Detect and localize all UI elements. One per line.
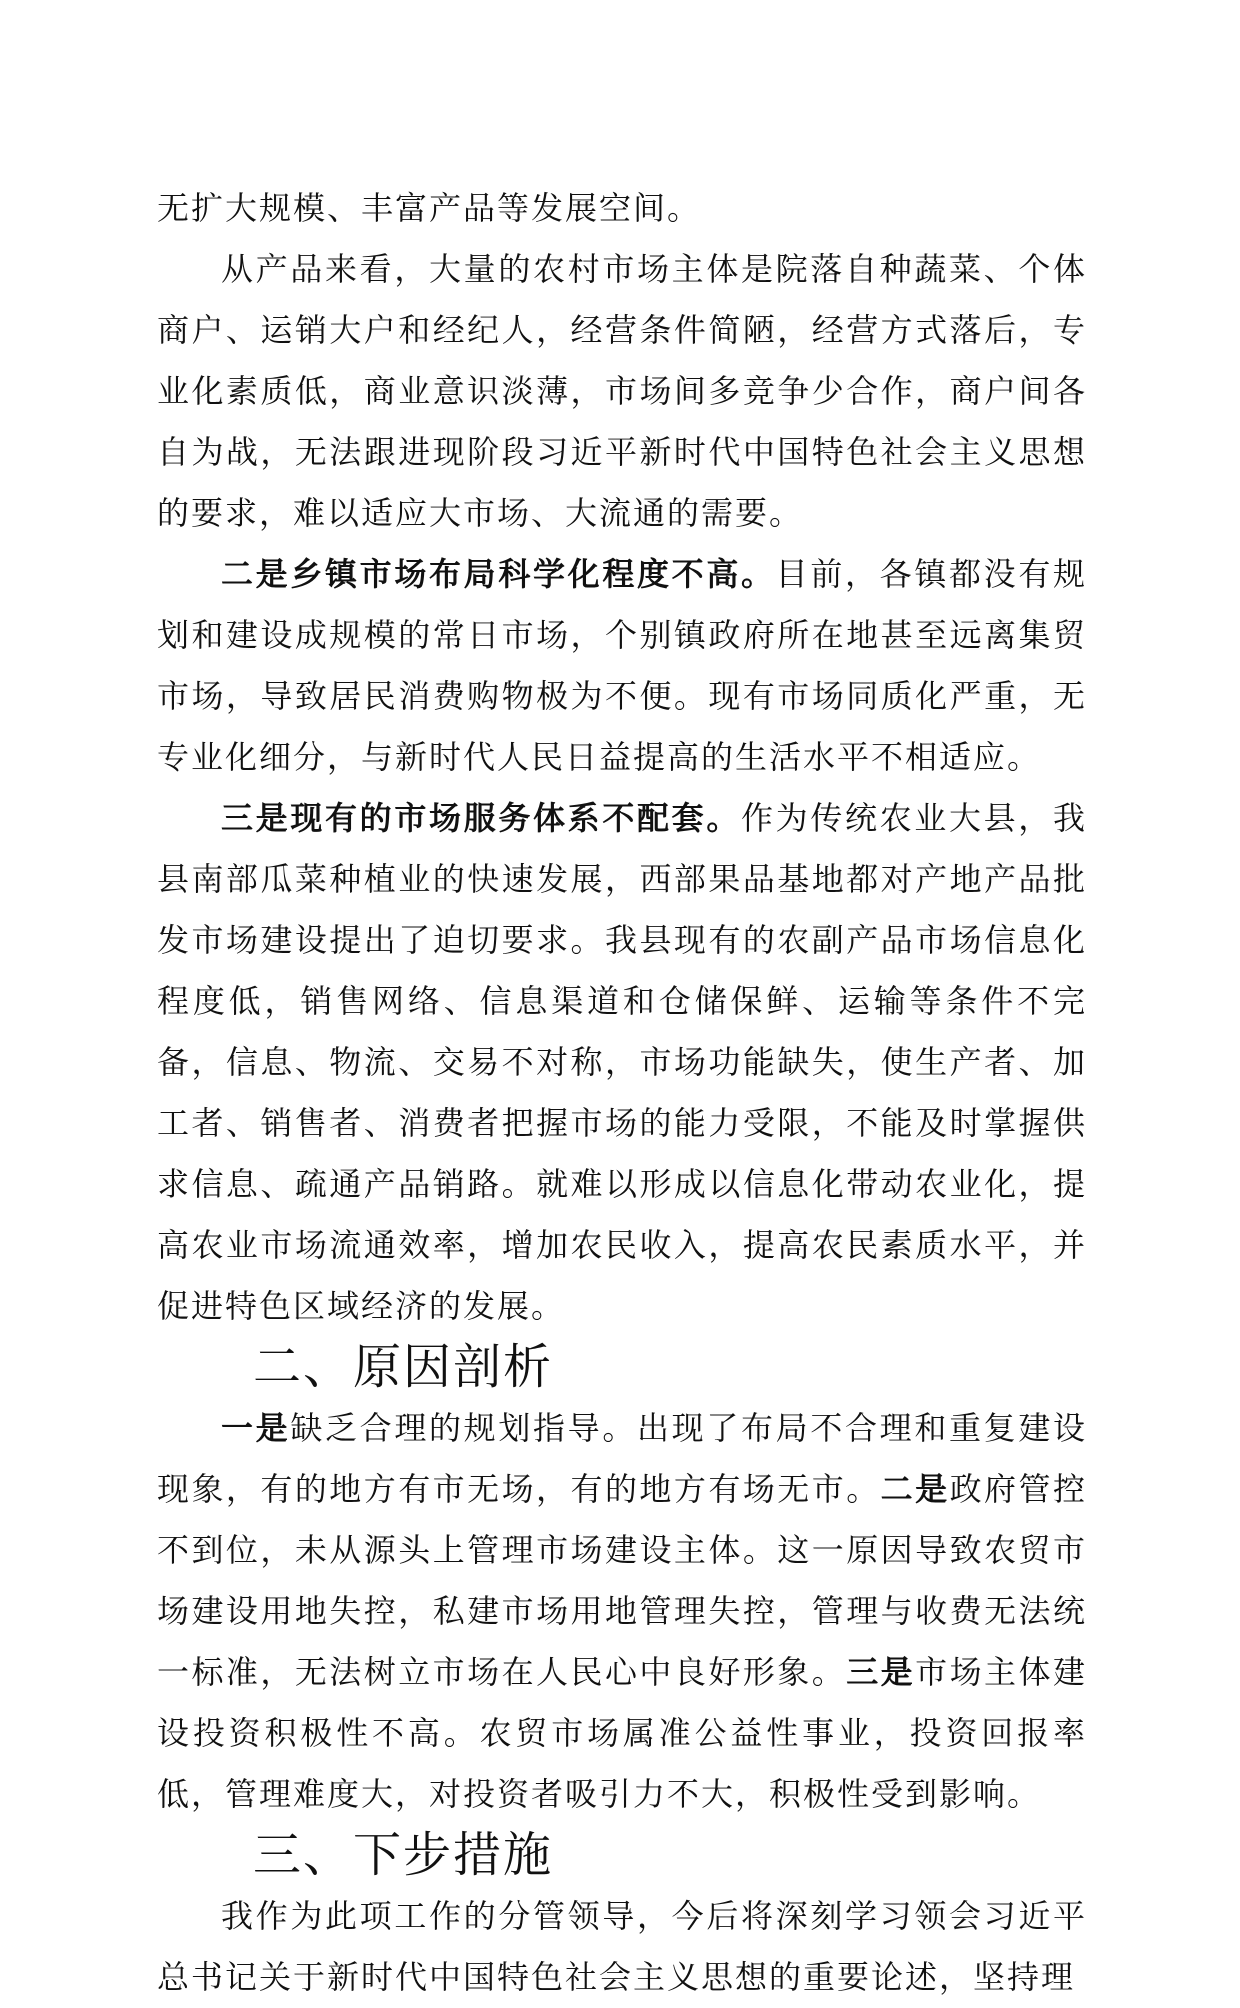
point-three-title: 三是现有的市场服务体系不配套。 bbox=[221, 799, 741, 837]
cause-two-text: 政府管控不到位，未从源头上管理市场建设主体。这一原因导致农贸市场建设用地失控，私建市场用地管理失控，管理与收费无法统一标准，无法树立市场在人民心中良好形象。 bbox=[157, 1470, 1087, 1691]
cause-one-label: 一是 bbox=[221, 1409, 291, 1447]
cause-three-label: 三是 bbox=[846, 1653, 916, 1691]
paragraph-point-three bbox=[157, 788, 1087, 1337]
point-three-text: 作为传统农业大县，我县南部瓜菜种植业的快速发展，西部果品基地都对产地产品批发市场建设提出了迫切要求。我县现有的农副产品市场信息化程度低，销售网络、信息渠道和仓储保鲜、运输等条件不完备，信息、物流、交易不对称，市场功能缺失，使生产者、加工者、销售者、消费者把握市场的能力受限，不能及时掌握供求信息、疏通产品销路。就难以形成以信息化带动农业化，提高农业市场流通效率，增加农民收入，提高农民素质水平，并促进特色区域经济的发展。 bbox=[157, 799, 1087, 1325]
paragraph-point-two bbox=[157, 544, 1087, 788]
document-page bbox=[157, 178, 1087, 2008]
paragraph-causes bbox=[157, 1398, 1087, 1825]
cause-three-text: 市场主体建设投资积极性不高。农贸市场属准公益性事业，投资回报率低，管理难度大，对投资者吸引力不大，积极性受到影响。 bbox=[157, 1653, 1087, 1813]
paragraph-measures: 我作为此项工作的分管领导，今后将深刻学习领会习近平总书记关于新时代中国特色社会主义思想的重要论述，坚持理 bbox=[157, 1897, 1087, 1996]
section-heading-causes: 二、原因剖析 bbox=[253, 1339, 554, 1395]
point-two-text: 目前，各镇都没有规划和建设成规模的常日市场，个别镇政府所在地甚至远离集贸市场，导致居民消费购物极为不便。现有市场同质化严重，无专业化细分，与新时代人民日益提高的生活水平不相适应。 bbox=[157, 555, 1087, 776]
paragraph-continuation: 无扩大规模、丰富产品等发展空间。 bbox=[157, 189, 702, 227]
point-two-title: 二是乡镇市场布局科学化程度不高。 bbox=[221, 555, 776, 593]
paragraph-products: 从产品来看，大量的农村市场主体是院落自种蔬菜、个体商户、运销大户和经纪人，经营条件简陋，经营方式落后，专业化素质低，商业意识淡薄，市场间多竞争少合作，商户间各自为战，无法跟进现阶段习近平新时代中国特色社会主义思想的要求，难以适应大市场、大流通的需要。 bbox=[157, 250, 1087, 532]
cause-one-text: 缺乏合理的规划指导。出现了布局不合理和重复建设现象，有的地方有市无场，有的地方有场无市。 bbox=[157, 1409, 1087, 1508]
cause-two-label: 二是 bbox=[880, 1470, 950, 1508]
section-heading-measures: 三、下步措施 bbox=[253, 1827, 554, 1883]
